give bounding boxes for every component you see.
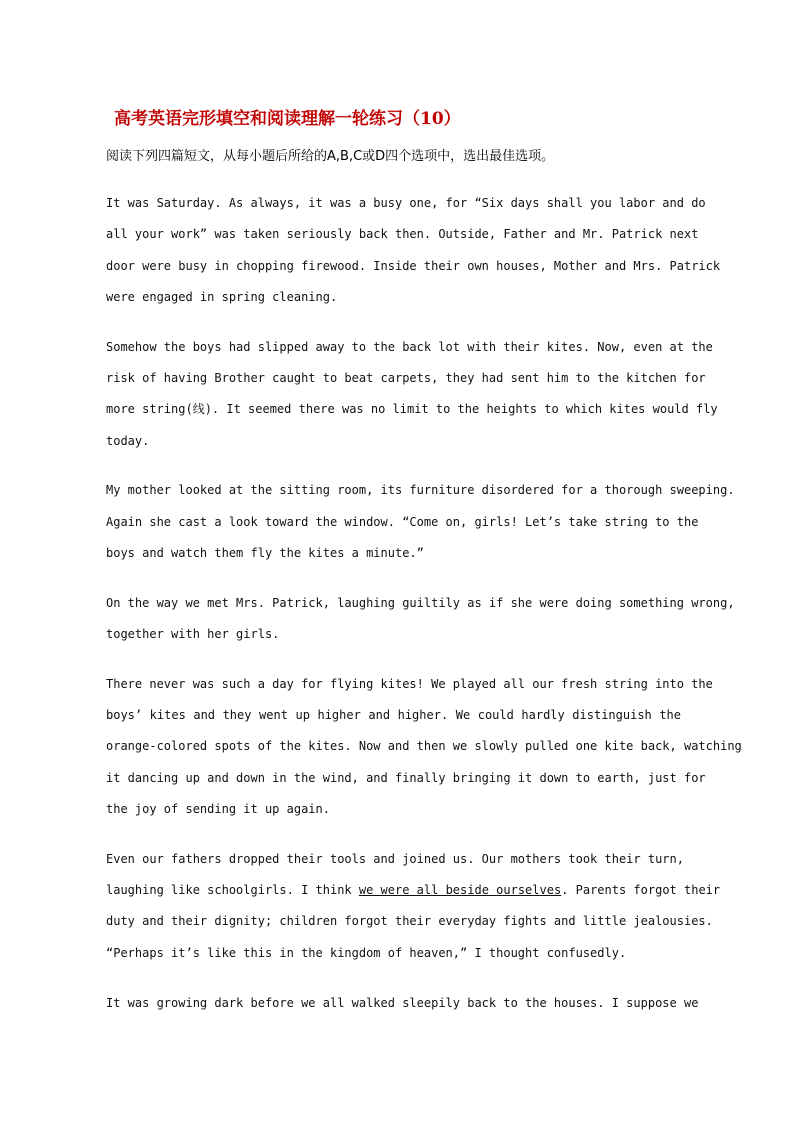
underlined-phrase: we were all beside ourselves bbox=[358, 883, 562, 898]
passage-line: Again she cast a look toward the window. “Come on, girls! Let’s take string to the bbox=[106, 514, 699, 529]
passage-line: boys and watch them fly the kites a minute.” bbox=[106, 545, 424, 560]
passage-line: Even our fathers dropped their tools and joined us. Our mothers took their turn, bbox=[106, 851, 684, 866]
passage-line: duty and their dignity; children forgot their everyday fights and little jealousies. bbox=[106, 914, 713, 929]
passage-line: all your work” was taken seriously back then. Outside, Father and Mr. Patrick next bbox=[106, 227, 699, 242]
passage-paragraph bbox=[106, 988, 699, 1019]
passage-line: today. bbox=[106, 433, 150, 448]
document-title: 高考英语完形填空和阅读理解一轮练习（10） bbox=[114, 109, 461, 129]
passage-line: “Perhaps it’s like this in the kingdom of heaven,” I thought confusedly. bbox=[106, 945, 627, 960]
passage-line: There never was such a day for flying kites! We played all our fresh string into the bbox=[106, 676, 713, 691]
line-segment: . Parents forgot their bbox=[561, 883, 721, 898]
passage-line bbox=[106, 875, 721, 906]
passage-paragraph bbox=[106, 332, 718, 457]
passage-line: together with her girls. bbox=[106, 627, 280, 642]
passage-line: risk of having Brother caught to beat carpets, they had sent him to the kitchen for bbox=[106, 370, 706, 385]
passage-paragraph bbox=[106, 588, 735, 651]
passage-paragraph bbox=[106, 188, 721, 313]
passage-line: orange-colored spots of the kites. Now and then we slowly pulled one kite back, watching bbox=[106, 739, 742, 754]
passage-line: It was growing dark before we all walked sleepily back to the houses. I suppose we bbox=[106, 995, 699, 1010]
passage-line: more string(线). It seemed there was no limit to the heights to which kites would fly bbox=[106, 402, 718, 417]
passage-line: Somehow the boys had slipped away to the back lot with their kites. Now, even at the bbox=[106, 339, 713, 354]
passage-line: were engaged in spring cleaning. bbox=[106, 289, 338, 304]
passage-line: It was Saturday. As always, it was a busy one, for “Six days shall you labor and do bbox=[106, 196, 706, 210]
passage-line: door were busy in chopping firewood. Inside their own houses, Mother and Mrs. Patrick bbox=[106, 258, 721, 273]
reading-passage bbox=[106, 188, 742, 1037]
passage-line: My mother looked at the sitting room, its furniture disordered for a thorough sweeping. bbox=[106, 483, 735, 498]
passage-paragraph bbox=[106, 844, 721, 969]
passage-line: it dancing up and down in the wind, and finally bringing it down to earth, just for bbox=[106, 770, 706, 785]
passage-paragraph bbox=[106, 475, 735, 569]
passage-line: boys’ kites and they went up higher and higher. We could hardly distinguish the bbox=[106, 708, 681, 723]
instruction-text: 阅读下列四篇短文，从每小题后所给的A,B,C或D四个选项中，选出最佳选项。 bbox=[106, 149, 555, 164]
line-segment: laughing like schoolgirls. I think bbox=[106, 883, 359, 898]
passage-line: On the way we met Mrs. Patrick, laughing guiltily as if she were doing something wrong, bbox=[106, 595, 735, 610]
passage-line: the joy of sending it up again. bbox=[106, 802, 330, 817]
passage-paragraph bbox=[106, 669, 742, 825]
